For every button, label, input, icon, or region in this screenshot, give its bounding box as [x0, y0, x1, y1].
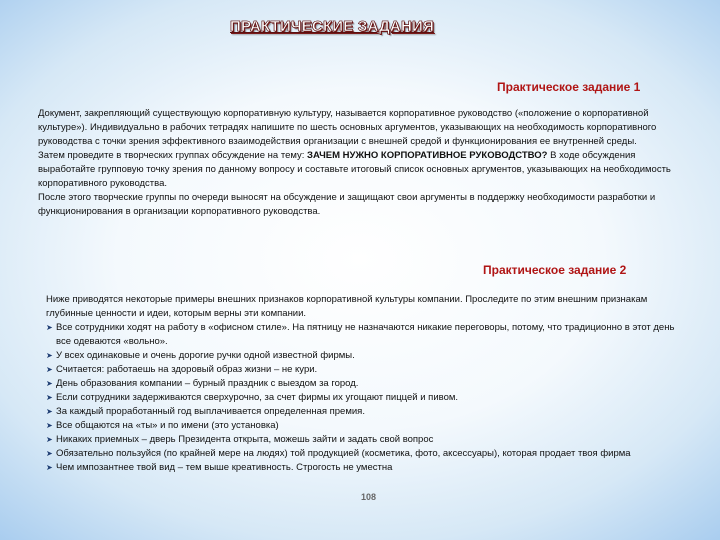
arrow-right-icon: ➤ — [46, 323, 53, 332]
arrow-right-icon: ➤ — [46, 365, 53, 374]
page-number: 108 — [361, 492, 377, 502]
list-item: ➤ Никаких приемных – дверь Президента открыта, можешь зайти и задать свой вопрос — [46, 434, 434, 445]
arrow-right-icon: ➤ — [46, 407, 53, 416]
list-item: ➤ Все общаются на «ты» и по имени (это установка) — [46, 420, 279, 431]
list-item: ➤ У всех одинаковые и очень дорогие ручки одной известной фирмы. — [46, 350, 355, 361]
list-item: ➤ За каждый проработанный год выплачивается определенная премия. — [46, 406, 365, 417]
task1-text — [38, 107, 678, 219]
task2-list — [46, 321, 676, 475]
list-item: ➤ Обязательно пользуйся (по крайней мере на людях) той продукцией (косметика, фото, аксессуары), которая продает твоя фирма — [46, 448, 631, 459]
arrow-right-icon: ➤ — [46, 449, 53, 458]
arrow-right-icon: ➤ — [46, 435, 53, 444]
arrow-right-icon: ➤ — [46, 463, 53, 472]
task2-heading: Практическое задание 2 — [483, 263, 627, 277]
arrow-right-icon: ➤ — [46, 351, 53, 360]
task1-paragraph-2 — [38, 149, 678, 191]
arrow-right-icon: ➤ — [46, 421, 53, 430]
arrow-right-icon: ➤ — [46, 379, 53, 388]
list-item: ➤ Если сотрудники задерживаются сверхурочно, за счет фирмы их угощают пиццей и пивом. — [46, 392, 459, 403]
task1-discussion-topic: ЗАЧЕМ НУЖНО КОРПОРАТИВНОЕ РУКОВОДСТВО? — [307, 150, 548, 161]
task1-paragraph-2-end: В ходе обсуждения выработайте групповую точку зрения по данному вопросу и составьте итоговый список основных аргументов, указывающих на необходимость корпоративного руководства. — [38, 150, 671, 189]
task1-heading: Практическое задание 1 — [497, 80, 641, 94]
task1-paragraph-3: После этого творческие группы по очереди выносят на обсуждение и защищают свои аргументы в поддержку необходимости разработки и функционирования в организации корпоративного руководства. — [38, 192, 656, 217]
task2-text — [46, 293, 676, 475]
list-item: ➤ Все сотрудники ходят на работу в «офисном стиле». На пятницу не назначаются никакие переговоры, потому, что традиционно в этот день все одеваются «вольно». — [46, 322, 675, 347]
slide-title: ПРАКТИЧЕСКИЕ ЗАДАНИЯ — [230, 18, 434, 35]
task1-paragraph-2-start: Затем проведите в творческих группах обсуждение на тему: — [38, 150, 308, 161]
list-item: ➤ День образования компании – бурный праздник с выездом за город. — [46, 378, 359, 389]
list-item: ➤ Чем импозантнее твой вид – тем выше креативность. Строгость не уместна — [46, 462, 393, 473]
task1-paragraph-1: Документ, закрепляющий существующую корпоративную культуру, называется корпоративное руководство («положение о корпоративной культуре»). Индивидуально в рабочих тетрадях напишите по шесть основных аргументов, указывающих на необходимость корпоративного руководства с точки зрения эффективного взаимодействия организации с внешней средой и функционирования ее внутренней среды. — [38, 108, 657, 147]
arrow-right-icon: ➤ — [46, 393, 53, 402]
task2-intro: Ниже приводятся некоторые примеры внешних признаков корпоративной культуры компании. Проследите по этим внешним признакам глубинные ценности и идеи, которым верны эти компании. — [46, 294, 648, 319]
list-item: ➤ Считается: работаешь на здоровый образ жизни – не кури. — [46, 364, 318, 375]
